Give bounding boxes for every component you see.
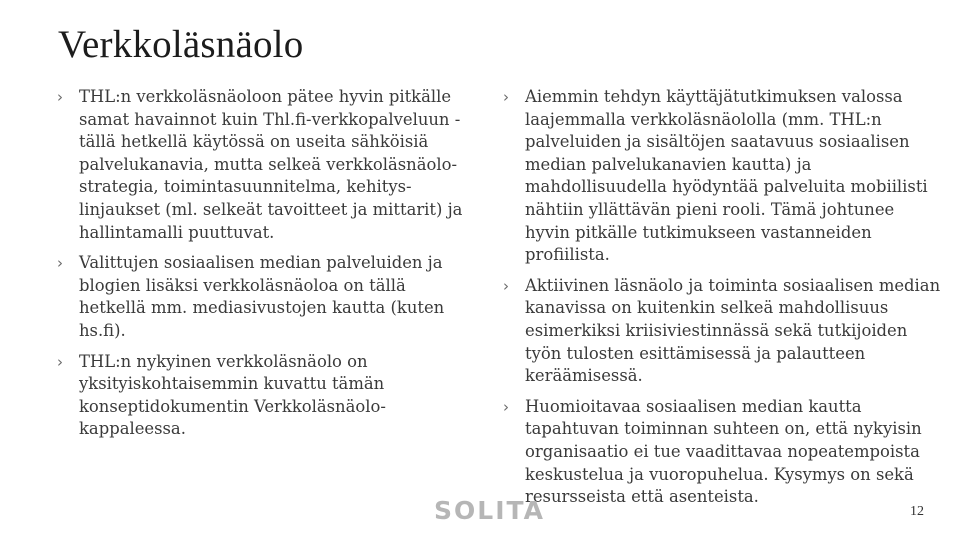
bullet-text: Valittujen sosiaalisen median palveluiden ja blogien lisäksi verkkoläsnäoloa on tällä hetkellä mm. mediasivustojen kautta (kuten hs.fi).	[79, 253, 445, 340]
chevron-right-icon: ›	[503, 276, 509, 295]
bullet-text: Aktiivinen läsnäolo ja toiminta sosiaalisen median kanavissa on kuitenkin selkeä mahdollisuus esimerkiksi kriisiviestinnässä sekä tutkijoiden työn tulosten esittämisessä ja palautteen keräämisessä.	[525, 275, 941, 386]
slide-title: Verkkoläsnäolo	[58, 23, 304, 66]
list-item	[57, 86, 477, 244]
bullet-text: THL:n verkkoläsnäoloon pätee hyvin pitkälle samat havainnot kuin Thl.fi-verkkopalveluun - tällä hetkellä käytössä on useita sähköisiä palvelukanavia, mutta selkeä verkkoläsnäolo-strategia, toimintasuunnitelma, kehitys-linjaukset (ml. selkeät tavoitteet ja mittarit) ja hallintamalli puuttuvat.	[79, 87, 463, 242]
bullet-text: THL:n nykyinen verkkoläsnäolo on yksityiskohtaisemmin kuvattu tämän konseptidokumentin Verkkoläsnäolo-kappaleessa.	[79, 351, 386, 439]
list-item	[503, 396, 943, 509]
list-item	[57, 351, 477, 441]
list-item	[57, 252, 477, 342]
left-bullet-list	[57, 86, 477, 449]
chevron-right-icon: ›	[57, 254, 63, 273]
chevron-right-icon: ›	[503, 88, 509, 106]
page-number: 12	[910, 504, 924, 519]
solita-logo	[434, 496, 545, 525]
chevron-right-icon: ›	[57, 88, 63, 106]
chevron-right-icon: ›	[57, 352, 63, 371]
bullet-text: Aiemmin tehdyn käyttäjätutkimuksen valossa laajemmalla verkkoläsnäololla (mm. THL:n palveluiden ja sisältöjen saatavuus sosiaalisen median palvelukanavien kautta) ja mahdollisuudella hyödyntää palveluita mobiilisti nähtiin yllättävän pieni rooli. Tämä johtunee hyvin pitkälle tutkimukseen vastanneiden profiilista.	[525, 87, 928, 265]
list-item	[503, 86, 943, 267]
bullet-text: Huomioitavaa sosiaalisen median kautta tapahtuvan toiminnan suhteen on, että nykyisin organisaatio ei tue vaadittavaa nopeatempoista keskustelua ja vuoropuhelua. Kysymys on sekä resursseista että asenteista.	[525, 396, 922, 507]
right-bullet-list	[503, 86, 943, 517]
chevron-right-icon: ›	[503, 397, 509, 416]
logo-text: SOLITA	[434, 496, 545, 525]
list-item	[503, 275, 943, 388]
